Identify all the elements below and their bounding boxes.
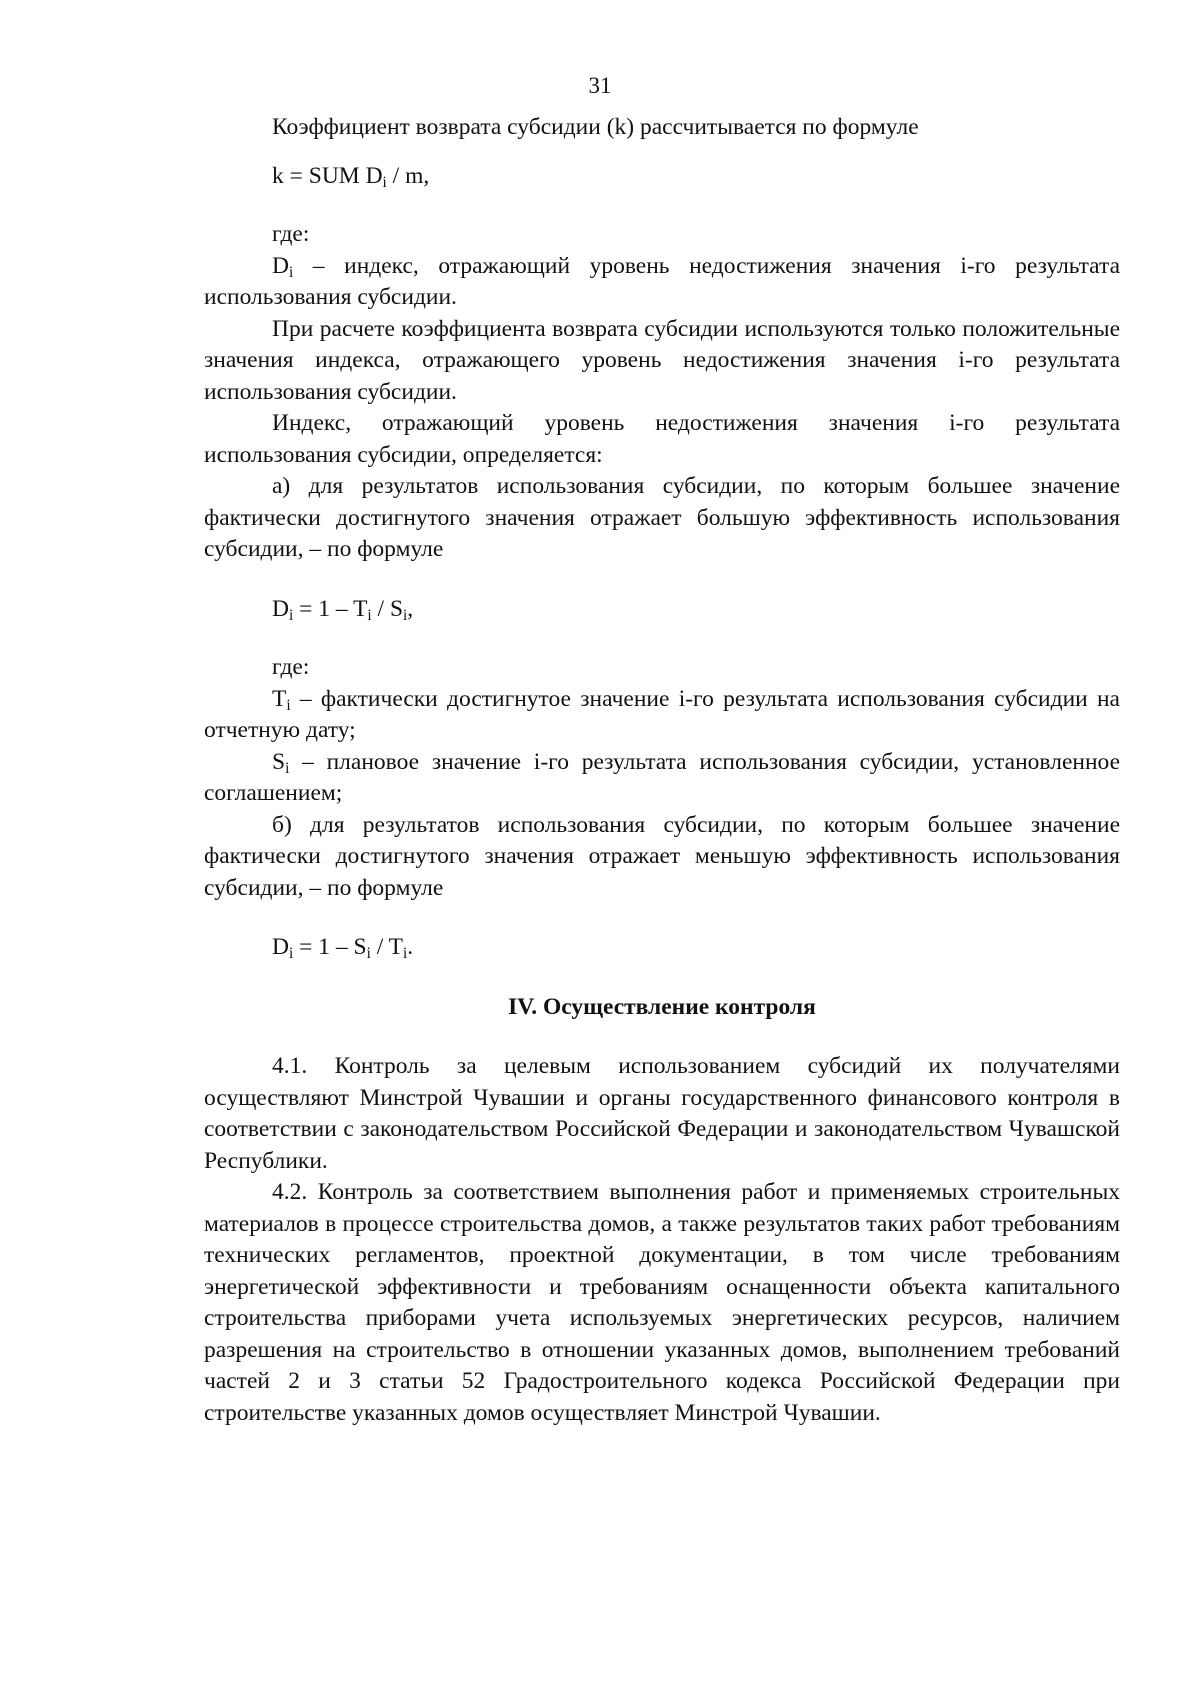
formula-b-subscript: i	[366, 945, 371, 962]
formula-k-right: / m,	[386, 162, 430, 189]
paragraph-4-1: 4.1. Контроль за целевым использованием субсидий их получателями осуществляют Минстрой Чувашии и органы государственного финансового контроля в соответствии с законодательством Российской Федерации и законодательством Чувашской Республики.	[204, 1053, 1120, 1174]
formula-b-subscript: i	[288, 945, 294, 962]
definition-di-subscript: i	[288, 263, 294, 281]
definition-di	[204, 251, 1120, 314]
formula-b-part: .	[407, 934, 414, 960]
formula-b-part: / T	[370, 934, 404, 960]
formula-case-a	[204, 594, 1120, 626]
formula-b-part: = 1 – S	[293, 934, 367, 960]
where-label-1: где:	[272, 221, 310, 247]
definition-ti-subscript: i	[286, 696, 291, 714]
formula-a-part: / S	[371, 595, 404, 622]
definition-ti-text: – фактически достигнутое значение i-го результата использования субсидии на отчетную дату;	[204, 685, 1120, 743]
definition-ti	[204, 684, 1120, 747]
formula-a-part: ,	[407, 595, 414, 622]
definition-di-var: D	[272, 252, 289, 279]
where-label-2: где:	[272, 654, 310, 680]
formula-a-subscript: i	[403, 606, 408, 624]
definition-di-text: – индекс, отражающий уровень недостижения значения i-го результата использования субсидии.	[204, 252, 1120, 310]
formula-k	[204, 161, 1120, 193]
paragraph-4-2: 4.2. Контроль за соответствием выполнения работ и применяемых строительных материалов в процессе строительства домов, а также результатов таких работ требованиям технических регламентов, проектной документации, в том числе требованиям энергетической эффективности и требованиям оснащенности объекта капитального строительства приборами учета используемых энергетических ресурсов, наличием разрешения на строительство в отношении указанных домов, выполнением требований частей 2 и 3 статьи 52 Градостроительного кодекса Российской Федерации при строительстве указанных домов осуществляет Минстрой Чувашии.	[204, 1179, 1120, 1426]
formula-a-part: = 1 – T	[293, 595, 368, 622]
formula-case-b	[204, 932, 1120, 964]
formula-k-subscript: i	[382, 173, 387, 191]
page-number: 31	[588, 73, 612, 98]
section-heading: IV. Осуществление контроля	[508, 993, 816, 1020]
case-b-paragraph: б) для результатов использования субсидии, по которым большее значение фактически достигнутого значения отражает меньшую эффективность использования субсидии, – по формуле	[204, 811, 1120, 901]
formula-a-part: D	[272, 595, 289, 622]
definition-ti-var: T	[272, 685, 287, 712]
formula-k-left: k = SUM D	[272, 162, 383, 189]
formula-a-subscript: i	[288, 606, 294, 624]
index-definition-paragraph: Индекс, отражающий уровень недостижения значения i-го результата использования субсидии, определяется:	[204, 410, 1120, 468]
positive-values-paragraph: При расчете коэффициента возврата субсидии используются только положительные значения индекса, отражающего уровень недостижения значения i-го результата использования субсидии.	[204, 315, 1120, 405]
intro-paragraph: Коэффициент возврата субсидии (k) рассчитывается по формуле	[272, 114, 919, 140]
formula-b-part: D	[272, 934, 289, 960]
definition-si-var: S	[272, 748, 286, 775]
definition-si-text: – плановое значение i-го результата использования субсидии, установленное соглашением;	[204, 748, 1120, 806]
definition-si-subscript: i	[285, 759, 290, 777]
formula-a-subscript: i	[367, 606, 372, 624]
case-a-paragraph: а) для результатов использования субсидии, по которым большее значение фактически достигнутого значения отражает большую эффективность использования субсидии, – по формуле	[204, 473, 1120, 562]
page-content	[204, 112, 1120, 1429]
formula-b-subscript: i	[403, 945, 408, 962]
definition-si	[204, 747, 1120, 810]
